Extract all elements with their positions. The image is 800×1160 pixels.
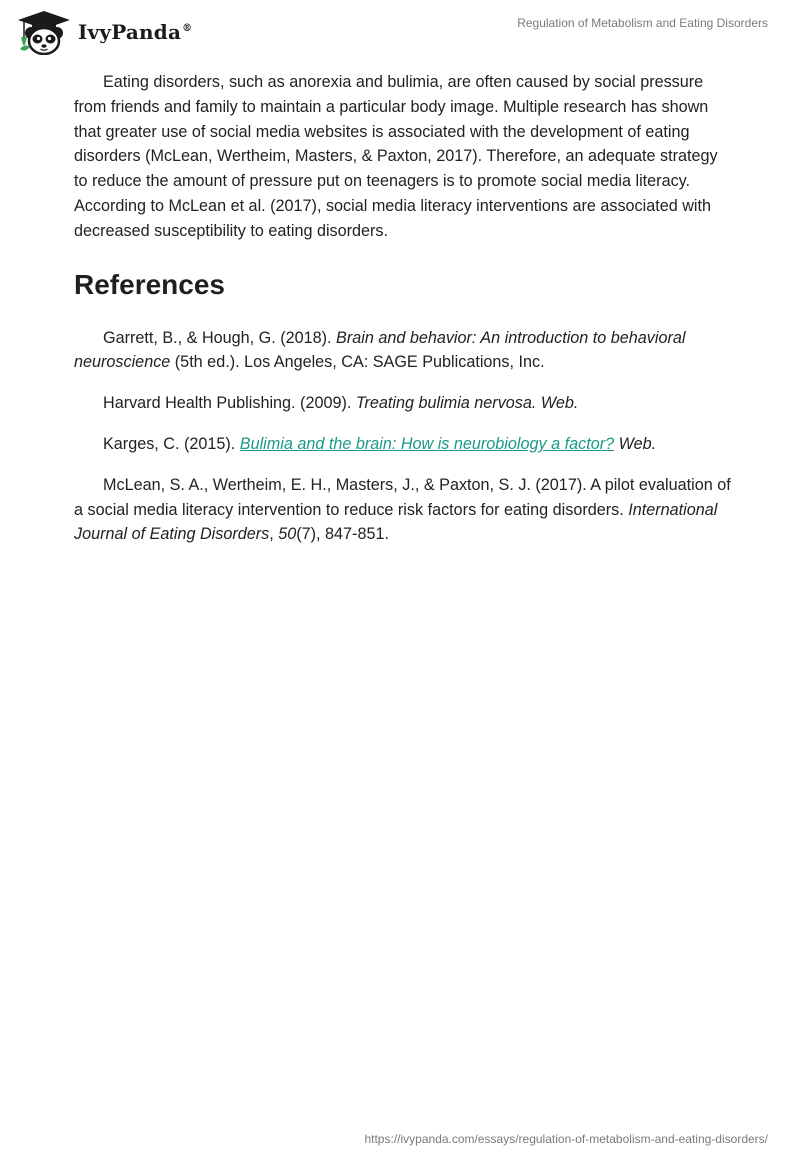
references-heading: References bbox=[74, 268, 225, 300]
essay-content bbox=[74, 70, 734, 563]
body-paragraph: Eating disorders, such as anorexia and bulimia, are often caused by social pressure from friends and family to maintain a particular body image. Multiple research has shown that greater use of social media websites is associated with the development of eating disorders (McLean, Wertheim, Masters, & Paxton, 2017). Therefore, an adequate strategy to reduce the amount of pressure put on teenagers is to promote social media literacy. According to McLean et al. (2017), social media literacy interventions are associated with decreased susceptibility to eating disorders. bbox=[74, 73, 718, 240]
reference-link[interactable]: Bulimia and the brain: How is neurobiology a factor? bbox=[239, 434, 615, 453]
reference-item: Harvard Health Publishing. (2009). Treating bulimia nervosa. Web. bbox=[103, 394, 579, 413]
reference-item: Karges, C. (2015). Bulimia and the brain: How is neurobiology a factor? Web. bbox=[103, 434, 657, 453]
page-header bbox=[0, 0, 800, 62]
reference-item: Garrett, B., & Hough, G. (2018). Brain and behavior: An introduction to behavioral neuroscience (5th ed.). Los Angeles, CA: SAGE Publications, Inc. bbox=[74, 328, 686, 372]
brand-logo[interactable] bbox=[16, 8, 192, 56]
reference-item: McLean, S. A., Wertheim, E. H., Masters, J., & Paxton, S. J. (2017). A pilot evaluation of a social media literacy intervention to reduce risk factors for eating disorders. International Journal of Eating Disorders, 50(7), 847-851. bbox=[74, 475, 731, 544]
brand-name: IvyPanda® bbox=[78, 20, 193, 44]
panda-graduate-icon bbox=[16, 9, 72, 55]
source-url[interactable]: https://ivypanda.com/essays/regulation-of-metabolism-and-eating-disorders/ bbox=[364, 1132, 768, 1146]
document-title: Regulation of Metabolism and Eating Disorders bbox=[517, 16, 768, 30]
